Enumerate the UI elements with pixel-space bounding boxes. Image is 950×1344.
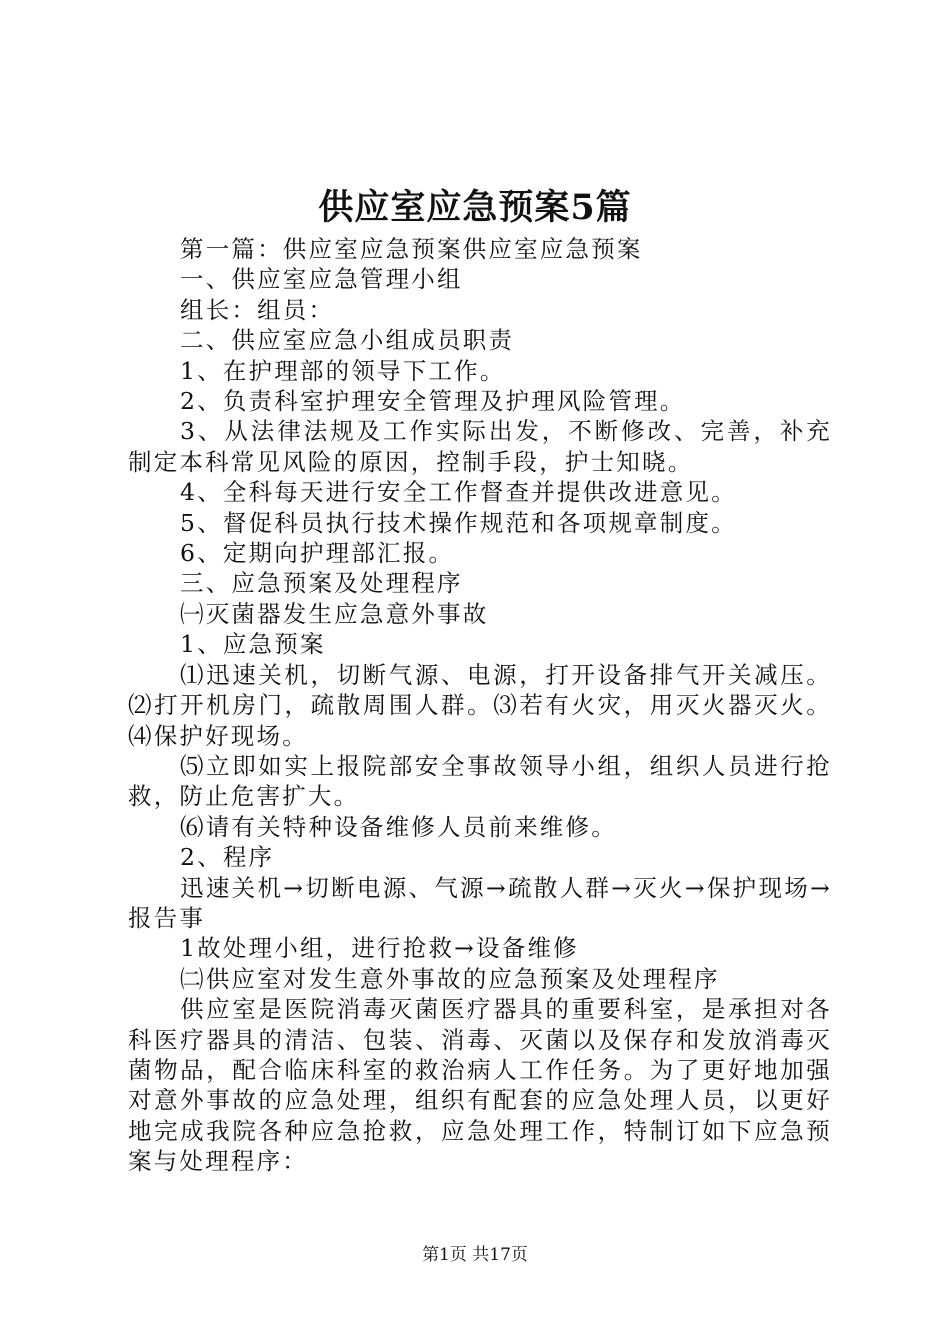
paragraph: 一、供应室应急管理小组 [180,265,463,294]
paragraph: 2、程序 [180,843,275,872]
document-body [128,234,832,1177]
paragraph: 三、应急预案及处理程序 [180,569,463,598]
paragraph: 组长：组员： [180,295,335,324]
paragraph: 供应室是医院消毒灭菌医疗器具的重要科室，是承担对各科医疗器具的清洁、包装、消毒、灭菌以及保存和发放消毒灭菌物品，配合临床科室的救治病人工作任务。为了更好地加强对意外事故的应急处理，组织有配套的应急处理人员，以更好地完成我院各种应急抢救，应急处理工作，特制订如下应急预案与处理程序： [128,995,832,1176]
page-footer: 第1页 共17页 [422,1245,528,1265]
document-title: 供应室应急预案5篇 [318,187,632,228]
paragraph: 1、应急预案 [180,630,326,659]
paragraph: 第一篇：供应室应急预案供应室应急预案 [180,235,643,263]
paragraph: 1、在护理部的领导下工作。 [180,356,506,385]
paragraph: ⑹请有关特种设备维修人员前来维修。 [180,812,617,841]
paragraph: ㈠灭菌器发生应急意外事故 [180,599,489,628]
paragraph: 二、供应室应急小组成员职责 [180,326,515,355]
paragraph: 迅速关机→切断电源、气源→疏散人群→灭火→保护现场→报告事 [128,873,832,932]
paragraph: ⑸立即如实上报院部安全事故领导小组，组织人员进行抢救，防止危害扩大。 [128,751,832,811]
paragraph: 5、督促科员执行技术操作规范和各项规章制度。 [180,508,737,537]
paragraph: ㈡供应室对发生意外事故的应急预案及处理程序 [180,964,720,993]
paragraph: 2、负责科室护理安全管理及护理风险管理。 [180,387,686,416]
paragraph: 6、定期向护理部汇报。 [180,539,455,568]
paragraph: 1故处理小组，进行抢救→设备维修 [180,934,579,963]
paragraph: 3、从法律法规及工作实际出发，不断修改、完善，补充制定本科常见风险的原因，控制手段，护士知晓。 [128,417,832,476]
paragraph: 4、全科每天进行安全工作督查并提供改进意见。 [180,478,737,507]
paragraph: ⑴迅速关机，切断气源、电源，打开设备排气开关减压。⑵打开机房门，疏散周围人群。⑶若有火灾，用灭火器灭火。⑷保护好现场。 [128,660,832,750]
